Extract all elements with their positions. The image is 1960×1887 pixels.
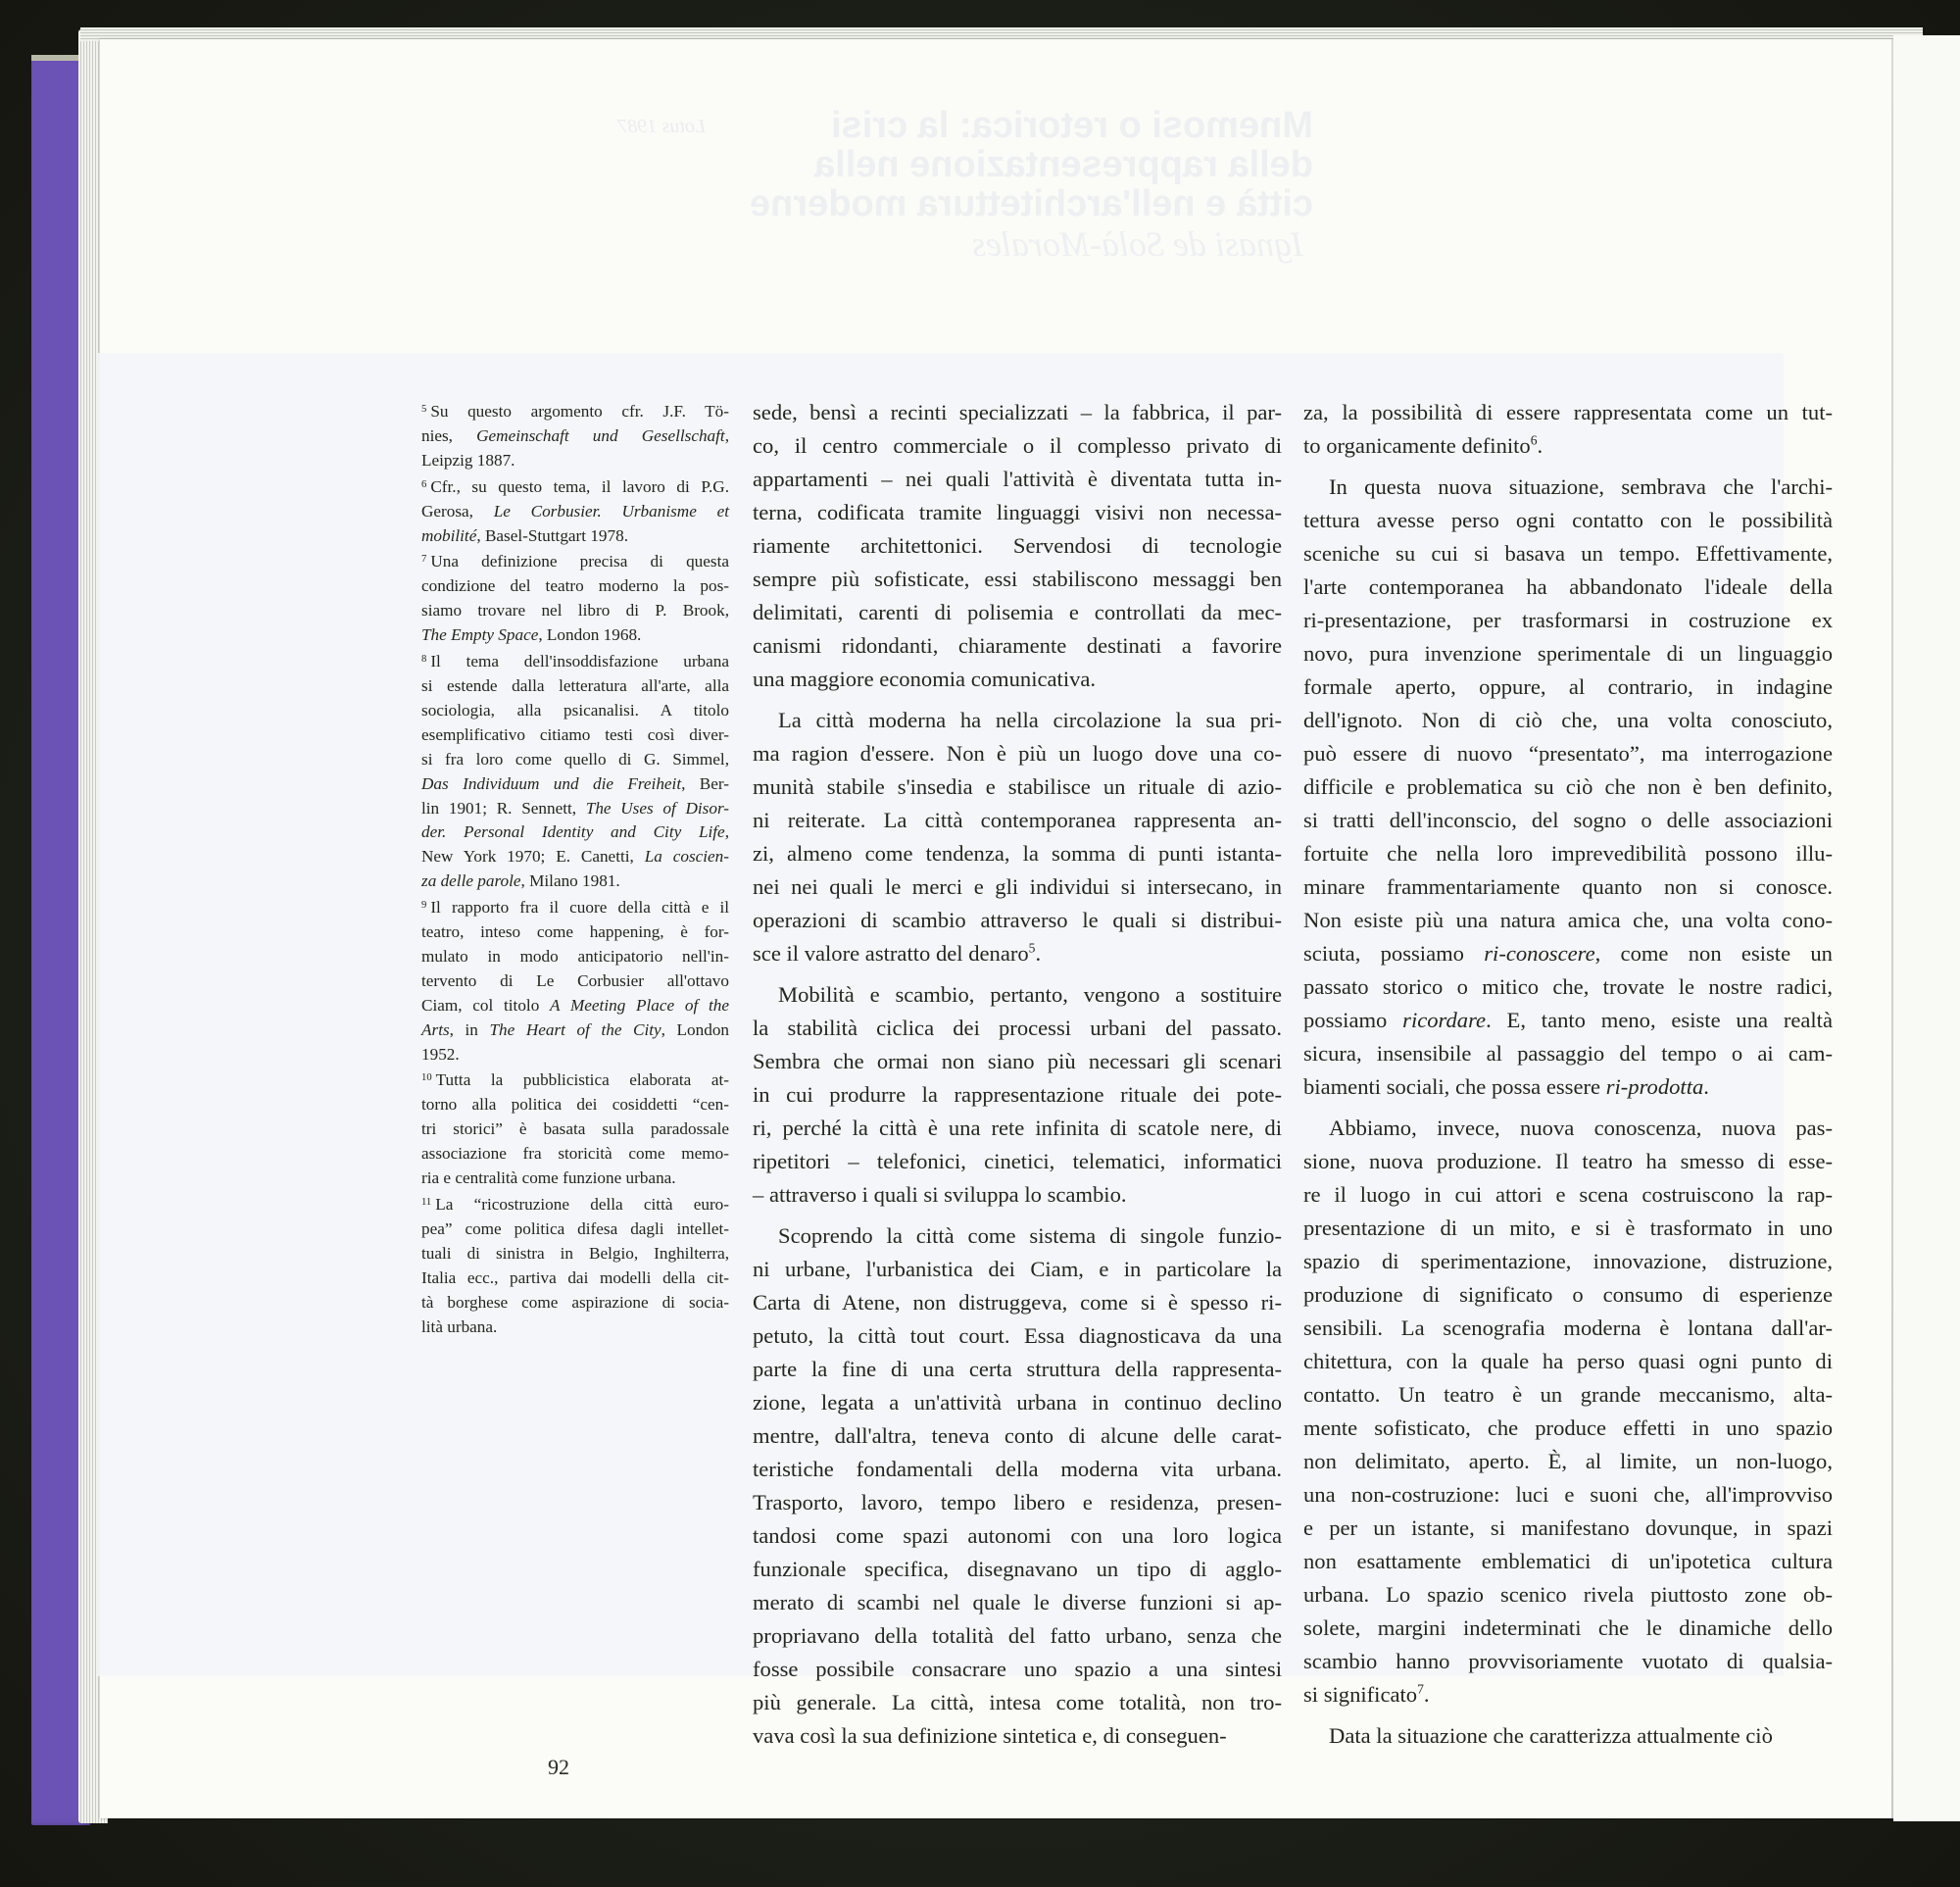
footnote-line xyxy=(421,1191,729,1217)
body-line xyxy=(753,1686,1282,1719)
body-line xyxy=(753,904,1282,937)
text-run: tuali di sinistra in Belgio, Inghilterra, xyxy=(421,1243,729,1263)
text-run: scambio hanno provvisoriamente vuotato di qualsia- xyxy=(1303,1649,1833,1673)
text-run: ni urbane, l'urbanistica dei Ciam, e in particolare la xyxy=(753,1257,1282,1281)
text-run: La “ricostruzione della città euro- xyxy=(435,1195,729,1214)
footnote-number: 9 xyxy=(421,900,427,912)
text-run: zi, almeno come tendenza, la somma di punti istanta- xyxy=(753,841,1282,866)
body-line xyxy=(753,870,1282,904)
body-line xyxy=(753,663,1282,696)
body-line xyxy=(1303,1378,1833,1412)
body-line xyxy=(1303,1278,1833,1312)
text-run: munità stabile s'insedia e stabilisce un rituale di azio- xyxy=(753,774,1282,799)
text-run: fortuite che nella loro imprevedibilità possono illu- xyxy=(1303,841,1833,866)
body-line xyxy=(1303,1719,1833,1753)
text-run: non delimitato, aperto. È, al limite, un non-luogo, xyxy=(1303,1449,1833,1473)
body-column-1 xyxy=(753,396,1282,1753)
body-line xyxy=(753,1619,1282,1653)
body-line xyxy=(1303,1645,1833,1678)
text-run: minare frammentariamente quanto non si conosce. xyxy=(1303,874,1833,899)
italic-text: La coscien- xyxy=(644,847,729,867)
text-run: – attraverso i quali si sviluppa lo scambio. xyxy=(753,1182,1127,1207)
text-run: teatro, inteso come happening, è for- xyxy=(421,922,729,942)
text-run: più generale. La città, intesa come totalità, non tro- xyxy=(753,1690,1282,1714)
footnote-line xyxy=(421,674,729,699)
footnote-line xyxy=(421,623,729,648)
text-run: pea” come politica difesa dagli intellet- xyxy=(421,1218,729,1238)
body-line xyxy=(753,1653,1282,1686)
italic-text: Gemeinschaft und Gesellschaft xyxy=(476,425,725,445)
body-line xyxy=(1303,637,1833,670)
text-run: spazio di sperimentazione, innovazione, distruzione, xyxy=(1303,1249,1833,1273)
text-run: , London 1968. xyxy=(538,625,642,645)
text-run: nei nei quali le merci e gli individui si intersecano, in xyxy=(753,874,1282,899)
text-run: Tutta la pubblicistica elaborata at- xyxy=(435,1070,729,1090)
text-run: appartamenti – nei quali l'attività è diventata tutta in- xyxy=(753,467,1282,491)
body-line xyxy=(753,563,1282,596)
text-run: Su questo argomento cfr. J.F. Tö- xyxy=(430,402,729,421)
text-run: sede, bensì a recinti specializzati – la fabbrica, il par- xyxy=(753,400,1282,424)
footnote-line xyxy=(421,1142,729,1167)
body-line xyxy=(753,1453,1282,1486)
facing-page-edge xyxy=(1893,35,1960,1821)
body-line xyxy=(753,1012,1282,1045)
text-run: può essere di nuovo “presentato”, ma interrogazione xyxy=(1303,741,1833,766)
text-run: esemplificativo citiamo testi così diver- xyxy=(421,724,729,744)
text-run: sciuta, possiamo xyxy=(1303,941,1485,966)
text-run: Trasporto, lavoro, tempo libero e residenza, presen- xyxy=(753,1490,1282,1515)
text-run: si tratti dell'inconscio, del sogno o delle associazioni xyxy=(1303,808,1833,832)
footnote-reference: 6 xyxy=(1530,432,1538,448)
body-line xyxy=(753,1586,1282,1619)
text-run: una maggiore economia comunicativa. xyxy=(753,667,1097,691)
text-run: associazione fra storicità come memo- xyxy=(421,1144,729,1164)
text-run: presentazione di un mito, e si è trasformato in uno xyxy=(1303,1216,1833,1240)
text-run: difficile e problematica su ciò che non è ben definito, xyxy=(1303,774,1833,799)
text-run: propriavano della totalità del fatto urbano, senza che xyxy=(753,1623,1282,1648)
text-run: siamo trovare nel libro di P. Brook, xyxy=(421,601,729,621)
footnote-line xyxy=(421,1117,729,1142)
body-line xyxy=(1303,837,1833,870)
footnote-line xyxy=(421,699,729,723)
footnote-number: 7 xyxy=(421,554,427,566)
footnote-line xyxy=(421,1043,729,1068)
body-line xyxy=(1303,870,1833,904)
text-run: l'arte contemporanea ha abbandonato l'ideale della xyxy=(1303,574,1833,599)
footnote-line xyxy=(421,845,729,869)
text-run: non esattamente emblematici di un'ipotetica cultura xyxy=(1303,1549,1833,1573)
text-run: Una definizione precisa di questa xyxy=(430,552,729,571)
body-line xyxy=(753,1219,1282,1253)
text-run: Gerosa, xyxy=(421,501,494,521)
footnote-line xyxy=(421,398,729,424)
text-run: Non esiste più una natura amica che, una volta cono- xyxy=(1303,908,1833,932)
text-run: parte la fine di una certa struttura della rappresenta- xyxy=(753,1357,1282,1381)
text-run: mulato in modo anticipatorio nell'in- xyxy=(421,946,729,966)
body-line xyxy=(1303,1145,1833,1178)
text-run: 1952. xyxy=(421,1044,460,1064)
body-line xyxy=(1303,1070,1833,1104)
text-run: New York 1970; E. Canetti, xyxy=(421,847,645,867)
text-run: ri-presentazione, per trasformarsi in costruzione ex xyxy=(1303,608,1833,632)
footnote-line xyxy=(421,969,729,994)
text-run: Il tema dell'insoddisfazione urbana xyxy=(430,652,729,671)
footnote-line xyxy=(421,945,729,969)
italic-text: ri-conoscere xyxy=(1484,941,1595,966)
show-through-author: Ignasi de Solà-Morales xyxy=(972,224,1303,264)
text-run: petuto, la città tout court. Essa diagnosticava da una xyxy=(753,1323,1282,1348)
text-run: sce il valore astratto del denaro xyxy=(753,941,1029,966)
body-line xyxy=(753,596,1282,629)
body-line xyxy=(1303,1212,1833,1245)
footnote-number: 11 xyxy=(421,1197,432,1208)
text-run: Leipzig 1887. xyxy=(421,450,515,470)
text-run: sceniche su cui si basava un tempo. Effettivamente, xyxy=(1303,541,1833,566)
show-through-title xyxy=(647,106,1313,223)
gutter-line xyxy=(1891,39,1893,1818)
text-run: possiamo xyxy=(1303,1008,1403,1032)
italic-text: Arts xyxy=(421,1019,450,1039)
body-line xyxy=(1303,904,1833,937)
body-line xyxy=(753,1145,1282,1178)
body-line xyxy=(1303,1445,1833,1478)
body-line xyxy=(1303,1412,1833,1445)
footnote-line xyxy=(421,820,729,845)
footnote-line xyxy=(421,723,729,748)
text-run: , Basel-Stuttgart 1978. xyxy=(476,525,629,545)
body-line xyxy=(753,1253,1282,1286)
text-run: to organicamente definito xyxy=(1303,433,1531,458)
body-line xyxy=(753,1078,1282,1112)
text-run: passato storico o mitico che, trovate le nostre radici, xyxy=(1303,974,1833,999)
text-run: operazioni di scambio attraverso le quali si distribui- xyxy=(753,908,1282,932)
footnote-line xyxy=(421,894,729,920)
text-run: terna, codificata tramite linguaggi visivi non necessa- xyxy=(753,500,1282,524)
body-line xyxy=(1303,670,1833,704)
text-run: tervento di Le Corbusier all'ottavo xyxy=(421,970,729,990)
body-line xyxy=(1303,1004,1833,1037)
italic-text: Das Individuum und die Freiheit xyxy=(421,773,682,793)
text-run: In questa nuova situazione, sembrava che l'archi- xyxy=(1329,474,1833,499)
footnote-line xyxy=(421,599,729,623)
body-line xyxy=(753,770,1282,804)
body-line xyxy=(753,1386,1282,1419)
text-run: canismi ridondanti, chiaramente destinati a favorire xyxy=(753,633,1282,658)
text-run: co, il centro commerciale o il complesso privato di xyxy=(753,433,1282,458)
paragraph-gap xyxy=(1303,463,1833,471)
italic-text: Le Corbusier. Urbanisme et xyxy=(493,501,729,521)
text-run: urbana. Lo spazio scenico rivela piuttosto zone ob- xyxy=(1303,1582,1833,1607)
body-line xyxy=(1303,1245,1833,1278)
text-run: Il rapporto fra il cuore della città e il xyxy=(430,898,729,918)
text-run: La città moderna ha nella circolazione la sua pri- xyxy=(778,708,1282,732)
text-run: si significato xyxy=(1303,1682,1418,1707)
body-line xyxy=(753,704,1282,737)
body-line xyxy=(1303,1178,1833,1212)
body-line xyxy=(753,429,1282,463)
text-run: Mobilità e scambio, pertanto, vengono a sostituire xyxy=(778,982,1282,1007)
text-run: produzione di significato o consumo di esperienze xyxy=(1303,1282,1833,1307)
footnote-line xyxy=(421,1217,729,1242)
text-run: ri, perché la città è una rete infinita di scatole nere, di xyxy=(753,1116,1282,1140)
body-line xyxy=(753,496,1282,529)
text-run: tettura avesse perso ogni contatto con le possibilità xyxy=(1303,508,1833,532)
text-run: condizione del teatro moderno la pos- xyxy=(421,576,729,596)
text-run: tà borghese come aspirazione di socia- xyxy=(421,1292,729,1312)
body-line xyxy=(1303,970,1833,1004)
text-run: , in xyxy=(449,1019,490,1039)
body-line xyxy=(1303,1612,1833,1645)
italic-text: The Heart of the City xyxy=(489,1019,662,1039)
text-run: . xyxy=(1537,433,1544,458)
italic-text: der. Personal Identity and City Life xyxy=(421,822,725,842)
paragraph-gap xyxy=(753,696,1282,704)
body-line xyxy=(753,463,1282,496)
text-run: sione, nuova produzione. Il teatro ha smesso di esse- xyxy=(1303,1149,1833,1173)
footnote-line xyxy=(421,1018,729,1043)
text-run: , come non esiste un xyxy=(1594,941,1833,966)
text-run: , xyxy=(724,822,729,842)
footnote-line xyxy=(421,424,729,449)
italic-text: The Uses of Disor- xyxy=(585,798,730,818)
footnote-number: 8 xyxy=(421,654,427,666)
text-run: delimitati, carenti di polisemia e controllati da mec- xyxy=(753,600,1282,624)
text-run: . xyxy=(1703,1074,1709,1099)
footnote-line xyxy=(421,574,729,599)
body-line xyxy=(1303,396,1833,429)
body-line xyxy=(753,978,1282,1012)
body-line xyxy=(1303,504,1833,537)
body-line xyxy=(753,396,1282,429)
footnote-line xyxy=(421,548,729,574)
paragraph-gap xyxy=(753,970,1282,978)
body-line xyxy=(753,1486,1282,1519)
body-line xyxy=(1303,429,1833,463)
text-run: solete, margini indeterminati che le dinamiche dello xyxy=(1303,1615,1833,1640)
text-run: merato di scambi nel quale le diverse funzioni si ap- xyxy=(753,1590,1282,1614)
footnote-line xyxy=(421,869,729,894)
body-line xyxy=(753,1045,1282,1078)
text-run: nies, xyxy=(421,425,477,445)
footnote-line xyxy=(421,1167,729,1191)
show-through-title-line: della rappresentazione nella xyxy=(814,144,1313,185)
text-run: contatto. Un teatro è un grande meccanismo, alta- xyxy=(1303,1382,1833,1407)
body-line xyxy=(1303,804,1833,837)
text-run: Sembra che ormai non siano più necessari gli scenari xyxy=(753,1049,1282,1073)
body-line xyxy=(1303,1112,1833,1145)
text-run: una non-costruzione: luci e suoni che, all'improvviso xyxy=(1303,1482,1833,1507)
body-line xyxy=(753,629,1282,663)
body-line xyxy=(1303,1037,1833,1070)
text-run: lità urbana. xyxy=(421,1316,498,1336)
body-line xyxy=(753,1319,1282,1353)
body-line xyxy=(753,1719,1282,1753)
paragraph-gap xyxy=(753,1212,1282,1219)
body-line xyxy=(1303,937,1833,970)
body-line xyxy=(1303,1478,1833,1512)
footnote-number: 6 xyxy=(421,478,427,490)
italic-text: The Empty Space xyxy=(421,625,539,645)
body-line xyxy=(753,1519,1282,1553)
page-number: 92 xyxy=(548,1755,569,1779)
text-run: mentre, dall'altra, teneva conto di alcune delle carat- xyxy=(753,1423,1282,1448)
italic-text: mobilité xyxy=(421,525,477,545)
footnote-line xyxy=(421,1093,729,1117)
text-run: in cui produrre la rappresentazione rituale dei pote- xyxy=(753,1082,1282,1107)
text-run: ria e centralità come funzione urbana. xyxy=(421,1168,676,1188)
body-line xyxy=(753,937,1282,970)
footnote-line xyxy=(421,1242,729,1266)
text-run: formale aperto, oppure, al contrario, in indagine xyxy=(1303,674,1833,699)
show-through-title-line: città e nell'architettura moderne xyxy=(750,183,1313,224)
body-line xyxy=(1303,1545,1833,1578)
text-run: torno alla politica dei cosiddetti “cen- xyxy=(421,1095,729,1115)
footnote-line xyxy=(421,524,729,549)
body-line xyxy=(753,837,1282,870)
text-run: sicura, insensibile al passaggio del tempo o ai cam- xyxy=(1303,1041,1833,1066)
body-line xyxy=(753,804,1282,837)
footnote-line xyxy=(421,648,729,674)
body-line xyxy=(753,737,1282,770)
body-line xyxy=(1303,537,1833,571)
show-through-running-head: Lotus 1987 xyxy=(617,116,706,137)
footnote-line xyxy=(421,1316,729,1340)
italic-text: ri-prodotta xyxy=(1605,1074,1704,1099)
footnote-line xyxy=(421,500,729,524)
text-run: fosse possibile consacrare uno spazio a una sintesi xyxy=(753,1657,1282,1681)
footnote-line xyxy=(421,920,729,945)
footnote-line xyxy=(421,449,729,473)
text-run: biamenti sociali, che possa essere xyxy=(1303,1074,1606,1099)
footnote-line xyxy=(421,473,729,500)
text-run: Cfr., su questo tema, il lavoro di P.G. xyxy=(430,476,729,496)
text-run: riamente architettonici. Servendosi di tecnologie xyxy=(753,533,1282,558)
footnote-line xyxy=(421,1266,729,1291)
footnote-line xyxy=(421,748,729,772)
italic-text: ricordare xyxy=(1402,1008,1487,1032)
text-run: , London xyxy=(661,1019,730,1039)
body-line xyxy=(1303,704,1833,737)
footnote-line xyxy=(421,1067,729,1093)
text-run: la stabilità ciclica dei processi urbani del passato. xyxy=(753,1016,1282,1040)
text-run: e per un istante, si manifestano dovunque, in spazi xyxy=(1303,1515,1833,1540)
body-line xyxy=(1303,571,1833,604)
footnote-number: 10 xyxy=(421,1072,432,1084)
text-run: teristiche fondamentali della moderna vita urbana. xyxy=(753,1457,1282,1481)
text-run: za, la possibilità di essere rappresentata come un tut- xyxy=(1303,400,1833,424)
footnote-line xyxy=(421,772,729,797)
paragraph-gap xyxy=(1303,1104,1833,1112)
footnote-line xyxy=(421,797,729,821)
footnote-reference: 7 xyxy=(1417,1681,1424,1697)
text-run: lin 1901; R. Sennett, xyxy=(421,798,586,818)
body-line xyxy=(753,1353,1282,1386)
body-line xyxy=(1303,770,1833,804)
text-run: novo, pura invenzione sperimentale di un linguaggio xyxy=(1303,641,1833,666)
text-run: si estende dalla letteratura all'arte, alla xyxy=(421,675,729,695)
footnote-number: 5 xyxy=(421,404,427,415)
body-line xyxy=(1303,1578,1833,1612)
body-line xyxy=(1303,471,1833,504)
text-run: Ciam, col titolo xyxy=(421,995,551,1015)
body-line xyxy=(1303,1312,1833,1345)
text-run: Data la situazione che caratterizza attualmente ciò xyxy=(1329,1723,1773,1748)
text-run: . E, tanto meno, esiste una realtà xyxy=(1486,1008,1833,1032)
text-run: ma ragion d'essere. Non è più un luogo dove una co- xyxy=(753,741,1282,766)
text-run: Carta di Atene, non distruggeva, come si è spesso ri- xyxy=(753,1290,1282,1315)
text-run: , Ber- xyxy=(681,773,730,793)
text-run: . xyxy=(1423,1682,1430,1707)
text-run: chitettura, con la quale ha perso quasi ogni punto di xyxy=(1303,1349,1833,1373)
text-run: , xyxy=(724,425,729,445)
footnote-line xyxy=(421,1291,729,1316)
text-run: sensibili. La scenografia moderna è lontana dall'ar- xyxy=(1303,1316,1833,1340)
body-line xyxy=(1303,737,1833,770)
text-run: Abbiamo, invece, nuova conoscenza, nuova pas- xyxy=(1329,1116,1833,1140)
text-run: vava così la sua definizione sintetica e, di conseguen- xyxy=(753,1723,1227,1748)
body-column-2 xyxy=(1303,396,1833,1753)
body-line xyxy=(753,529,1282,563)
text-run: dell'ignoto. Non di ciò che, una volta conosciuto, xyxy=(1303,708,1833,732)
text-run: Italia ecc., partiva dai modelli della cit- xyxy=(421,1267,729,1287)
show-through-title-line: Mnemosi o retorica: la crisi xyxy=(830,105,1313,146)
text-run: sempre più sofisticate, essi stabiliscono messaggi ben xyxy=(753,567,1282,591)
italic-text: A Meeting Place of the xyxy=(550,995,729,1015)
body-line xyxy=(753,1286,1282,1319)
body-line xyxy=(1303,1345,1833,1378)
body-line xyxy=(1303,1512,1833,1545)
text-run: funzionale specifica, disegnavano un tipo di agglo- xyxy=(753,1557,1282,1581)
footnote-line xyxy=(421,994,729,1018)
text-run: Scoprendo la città come sistema di singole funzio- xyxy=(778,1223,1282,1248)
body-line xyxy=(753,1419,1282,1453)
body-line xyxy=(753,1112,1282,1145)
body-line xyxy=(1303,1678,1833,1712)
text-run: tri storici” è basata sulla paradossale xyxy=(421,1119,729,1139)
text-run: re il luogo in cui attori e scena costruiscono la rap- xyxy=(1303,1182,1833,1207)
text-run: mente sofisticato, che produce effetti in uno spazio xyxy=(1303,1415,1833,1440)
text-run: ripetitori – telefonici, cinetici, telematici, informatici xyxy=(753,1149,1282,1173)
paragraph-gap xyxy=(1303,1712,1833,1719)
text-run: si fra loro come quello di G. Simmel, xyxy=(421,749,729,769)
text-run: tandosi come spazi autonomi con una loro logica xyxy=(753,1523,1282,1548)
footnote-reference: 5 xyxy=(1028,940,1036,956)
body-line xyxy=(753,1553,1282,1586)
text-run: , Milano 1981. xyxy=(520,871,620,891)
text-run: sociologia, alla psicanalisi. A titolo xyxy=(421,700,729,720)
italic-text: za delle parole xyxy=(421,871,521,891)
text-run: ni reiterate. La città contemporanea rappresenta an- xyxy=(753,808,1282,832)
body-line xyxy=(1303,604,1833,637)
footnotes-column xyxy=(421,398,729,1339)
body-line xyxy=(753,1178,1282,1212)
text-run: zione, legata a un'attività urbana in continuo declino xyxy=(753,1390,1282,1415)
text-run: . xyxy=(1035,941,1042,966)
